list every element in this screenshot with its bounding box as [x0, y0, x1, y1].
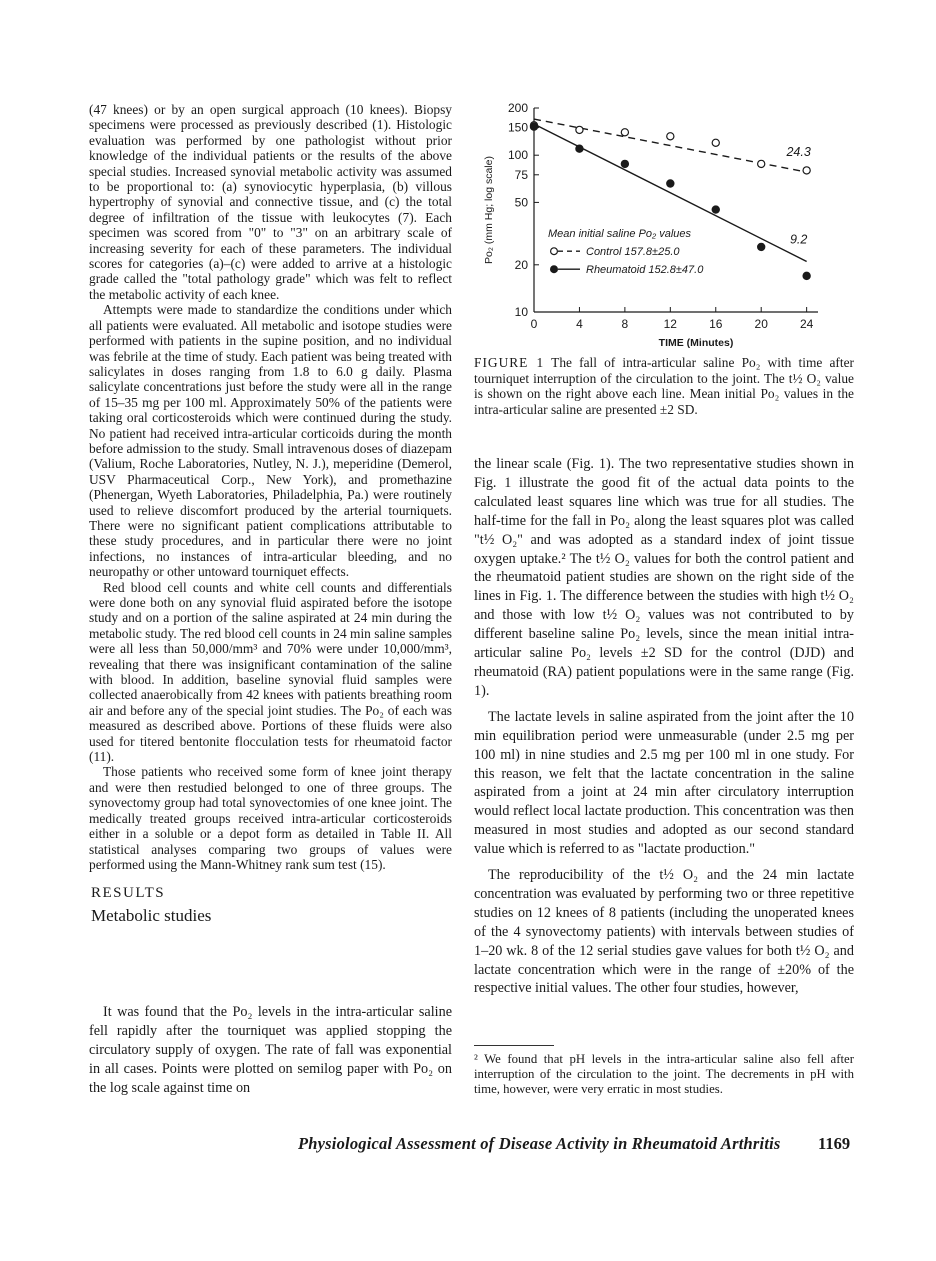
footnote: ² We found that pH levels in the intra-articular saline also fell after interruption of the circulation to the joint. The decrements in pH with time, however, were very erratic in most studies. [474, 1052, 854, 1096]
body-paragraph: It was found that the Po₂ levels in the intra-articular saline fell rapidly after the tourniquet was applied stopping the circulatory supply of oxygen. The rate of fall was exponential in all cases. Points were plotted on semilog paper with Po₂ on the log scale against time on [89, 1004, 452, 1096]
legend-marker [551, 266, 558, 273]
legend-marker [551, 248, 558, 255]
data-point [667, 133, 674, 140]
x-tick-label: 16 [709, 317, 723, 331]
y-tick-label: 100 [507, 148, 528, 163]
results-paragraph-block [89, 1003, 452, 1098]
t-half-label: 9.2 [789, 232, 808, 247]
left-column [89, 102, 452, 933]
data-point [576, 126, 583, 133]
data-point [712, 206, 719, 213]
legend-entry: Rheumatoid 152.8±47.0 [586, 264, 704, 277]
x-tick-label: 0 [530, 317, 538, 331]
body-paragraph: the linear scale (Fig. 1). The two representative studies shown in Fig. 1 illustrate the good fit of the actual data points to the calculated least squares line which was true for all studies. The half-time for the fall in Po₂ along the least squares plot was called "t½ O₂" and was adopted as a standard index of joint tissue oxygen uptake.² The t½ O₂ values for both the control patient and the rheumatoid patient studies are shown on the right side of the lines in Fig. 1. The difference between the studies with high t½ O₂ and those with low t½ O₂ values was not contributed to by different baseline saline Po₂ levels, since the mean initial intra-articular saline Po₂ levels ±2 SD for the control (DJD) and rheumatoid (RA) patient populations were in the same range (Fig. 1). [474, 456, 854, 699]
right-column [474, 455, 854, 1005]
chart-svg [478, 100, 850, 350]
body-paragraph: The lactate levels in saline aspirated from the joint after the 10 min equilibration period were unmeasurable (under 2.5 mg per 100 ml) in nine studies and 2.5 mg per 100 ml in one study. For this reason, we felt that the lactate concentration in the saline aspirated from a joint at 24 min after circulatory interruption would reflect local lactate production. This concentration was then measured in most studies and adopted as our second standard value which is referred to as "lactate production." [474, 708, 854, 858]
y-tick-label: 75 [514, 167, 528, 182]
body-paragraph: Attempts were made to standardize the conditions under which all patients were evaluated. All metabolic and isotope studies were performed with patients in the supine position, and no individual was febrile at the time of study. Each patient was being treated with salicylates in doses ranging from 1.8 to 6.0 g daily. Plasma salicylate concentrations just before the study were all in the range of 15–35 mg per 100 ml. Approximately 50% of the patients were taking oral corticosteroids which were continued during the study. No patient had received intra-articular corticoids during the month before admission to the study. Small intravenous doses of diazepam (Valium, Roche Laboratories, Nutley, N. J.), meperidine (Demerol, USV Pharmaceutical Corp., New York), and promethazine (Phenergan, Wyeth Laboratories, Philadelphia, Pa.) were routinely used to relieve discomfort produced by the arterial tourniquets. There were no significant patient complications attributable to these study procedures, and in particular there were no joint infections, no instances of intra-articular bleeding, and no neuropathy or other untoward tourniquet effects. [89, 302, 452, 580]
t-half-label: 24.3 [786, 145, 811, 160]
figure-1-chart [478, 100, 850, 350]
body-paragraph: The reproducibility of the t½ O₂ and the 24 min lactate concentration was evaluated by performing two or three repetitive studies on 12 knees of 8 patients (including the unoperated knees of the 4 synovectomy patients) with intervals between studies of 1–20 wk. 8 of the 12 serial studies gave values for both t½ O₂ and lactate concentration which were in the range of ±20% of the respective initial values. The other four studies, however, [474, 867, 854, 997]
y-tick-label: 200 [507, 101, 528, 115]
body-paragraph: Those patients who received some form of knee joint therapy and were then restudied belonged to one of three groups. The synovectomy group had total synovectomies of one knee joint. The medically treated groups received intra-articular corticosteroids either in a soluble or a depot form as detailed in Table II. All statistical analyses comparing two groups of values were performed using the Mann-Whitney rank sum test (15). [89, 764, 452, 872]
data-point [667, 180, 674, 187]
data-point [758, 160, 765, 167]
caption-label: FIGURE 1 [474, 355, 545, 370]
x-tick-label: 8 [621, 317, 629, 331]
x-tick-label: 4 [576, 317, 583, 331]
x-tick-label: 20 [754, 317, 768, 331]
series-fit-line [534, 124, 807, 261]
y-tick-label: 150 [507, 120, 528, 135]
data-point [576, 145, 583, 152]
data-point [803, 167, 810, 174]
data-point [712, 139, 719, 146]
body-paragraph: (47 knees) or by an open surgical approach (10 knees). Biopsy specimens were processed as previously described (1). Histologic evaluation was performed by one pathologist without prior knowledge of the individual patients or the results of the above special studies. Increased synovial metabolic activity was assumed to be proportional to: (a) synoviocytic hyperplasia, (b) villous hypertrophy of synovial and connective tissue, and (c) the total degree of infiltration of the tissue with leukocytes (7). Each specimen was scored from "0" to "3" on an arbitrary scale of increasing severity for each of these parameters. The individual scores for categories (a)–(c) were added to arrive at a histologic grade called the "total pathology grade" which was felt to reflect the metabolic activity of each knee. [89, 102, 452, 302]
body-paragraph: Red blood cell counts and white cell counts and differentials were done both on any synovial fluid aspirated before the isotope study and on a portion of the saline aspirated at 24 min during the metabolic study. The red blood cell counts in 24 min saline samples were all less than 50,000/mm³ and 70% were under 10,000/mm³, revealing that there was insignificant contamination of the saline with blood. In addition, baseline synovial fluid samples were collected anaerobically from 42 knees with patients breathing room air and before any of the special joint studies. The Po₂ of each was measured as described above. Portions of these fluids were also used for titered bentonite flocculation tests for rheumatoid factor (11). [89, 579, 452, 765]
data-point [530, 123, 537, 130]
section-heading: RESULTS [91, 885, 166, 902]
footnote-divider [474, 1045, 554, 1046]
x-tick-label: 12 [663, 317, 677, 331]
y-tick-label: 10 [514, 305, 528, 319]
x-axis-label: TIME (Minutes) [658, 337, 734, 349]
page-number: 1169 [818, 1134, 851, 1153]
series-fit-line [534, 119, 807, 172]
legend-title: Mean initial saline Po₂ values [548, 228, 691, 241]
caption-text: The fall of intra-articular saline Po₂ with time after tourniquet interruption of the circulation to the joint. The t½ O₂ value is shown on the right above each line. Mean initial Po₂ values in the intra-articular saline are presented ±2 SD. [474, 355, 854, 417]
legend-entry: Control 157.8±25.0 [586, 246, 680, 259]
data-point [621, 160, 628, 167]
figure-caption [474, 355, 854, 417]
running-title: Physiological Assessment of Disease Activity in Rheumatoid Arthritis [298, 1134, 781, 1153]
data-point [621, 129, 628, 136]
data-point [803, 272, 810, 279]
y-tick-label: 50 [514, 195, 528, 210]
data-point [758, 243, 765, 250]
subsection-heading: Metabolic studies [91, 905, 212, 925]
y-tick-label: 20 [514, 257, 528, 272]
x-tick-label: 24 [799, 317, 814, 331]
y-axis-label: Po₂ (mm Hg; log scale) [483, 156, 495, 264]
